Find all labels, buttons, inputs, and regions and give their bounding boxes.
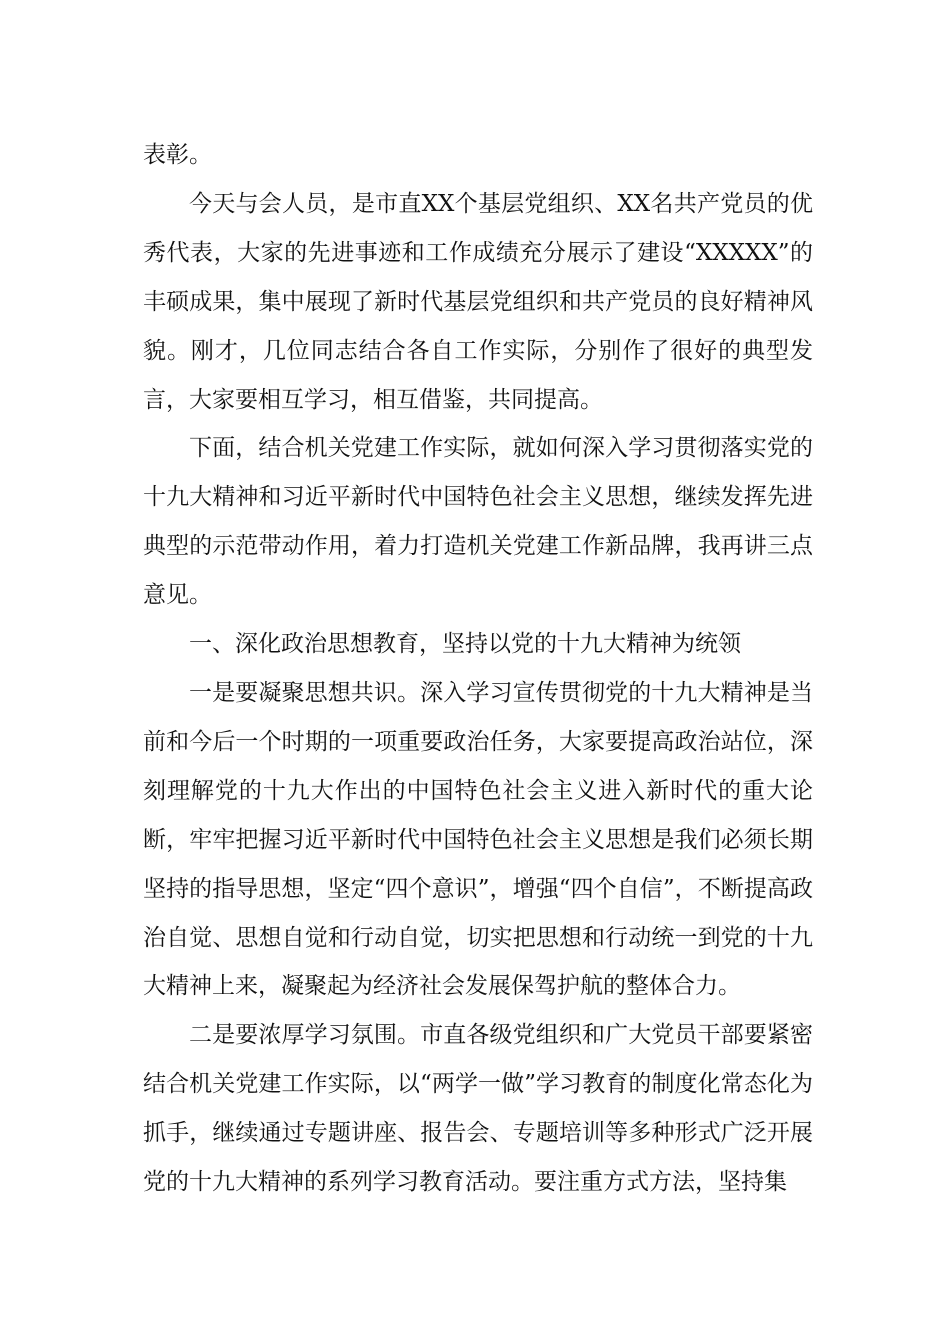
paragraph-2: 今天与会人员，是市直XX个基层党组织、XX名共产党员的优秀代表，大家的先进事迹和工作成绩充分展示了建设“XXXXX”的丰硕成果，集中展现了新时代基层党组织和共产党员的良好精神风貌。刚才，几位同志结合各自工作实际，分别作了很好的典型发言，大家要相互学习，相互借鉴，共同提高。	[143, 190, 813, 413]
paragraph-3: 下面，结合机关党建工作实际，就如何深入学习贯彻落实党的十九大精神和习近平新时代中国特色社会主义思想，继续发挥先进典型的示范带动作用，着力打造机关党建工作新品牌，我再讲三点意见。	[143, 435, 813, 609]
paragraph-1: 表彰。	[143, 142, 212, 168]
document-body	[143, 131, 813, 1207]
section-heading-1: 一、深化政治思想教育，坚持以党的十九大精神为统领	[189, 631, 741, 658]
paragraph-5: 二是要浓厚学习氛围。市直各级党组织和广大党员干部要紧密结合机关党建工作实际，以“两学一做”学习教育的制度化常态化为抓手，继续通过专题讲座、报告会、专题培训等多种形式广泛开展党的十九大精神的系列学习教育活动。要注重方式方法，坚持集	[143, 1022, 813, 1196]
paragraph-4: 一是要凝聚思想共识。深入学习宣传贯彻党的十九大精神是当前和今后一个时期的一项重要政治任务，大家要提高政治站位，深刻理解党的十九大作出的中国特色社会主义进入新时代的重大论断，牢牢把握习近平新时代中国特色社会主义思想是我们必须长期坚持的指导思想，坚定“四个意识”，增强“四个自信”，不断提高政治自觉、思想自觉和行动自觉，切实把思想和行动统一到党的十九大精神上来，凝聚起为经济社会发展保驾护航的整体合力。	[143, 679, 813, 1000]
